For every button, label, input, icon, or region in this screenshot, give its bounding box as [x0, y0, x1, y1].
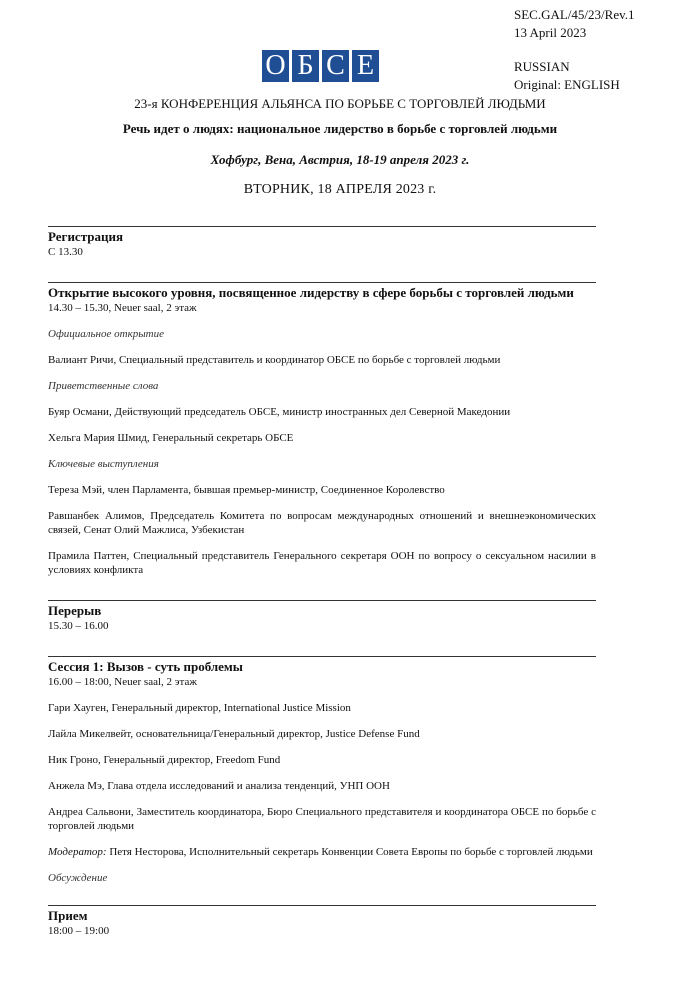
section-label: Официальное открытие	[48, 328, 165, 340]
speaker-entry: Хельга Мария Шмид, Генеральный секретарь ОБСЕ	[48, 432, 294, 444]
program-day: ВТОРНИК, 18 АПРЕЛЯ 2023 г.	[243, 182, 437, 197]
session-title: Открытие высокого уровня, посвященное лидерству в сфере борьбы с торговлей людьми	[48, 285, 574, 300]
session-registration	[48, 226, 596, 259]
moderator-label: Модератор:	[48, 846, 107, 858]
session-1	[48, 656, 596, 885]
program-schedule	[48, 226, 596, 938]
document-reference	[514, 6, 635, 94]
session-title: Перерыв	[48, 603, 102, 618]
speaker-entry: Андреа Сальвони, Заместитель координатора, Бюро Специального представителя и координатора ОБСЕ по борьбе с торговлей людьми	[48, 806, 596, 832]
logo-letter: О	[262, 50, 289, 82]
logo-letter: Б	[292, 50, 319, 82]
speaker-entry: Ник Гроно, Генеральный директор, Freedom Fund	[48, 754, 281, 766]
session-opening	[48, 282, 596, 577]
section-label: Обсуждение	[48, 872, 108, 884]
speaker-entry: Гари Хауген, Генеральный директор, International Justice Mission	[48, 702, 351, 714]
speaker-entry: Прамила Паттен, Специальный представитель Генерального секретаря ООН по вопросу о сексуальном насилии в условиях конфликта	[48, 550, 596, 576]
speaker-entry: Анжела Мэ, Глава отдела исследований и анализа тенденций, УНП ООН	[48, 780, 390, 792]
conference-subtitle: Речь идет о людях: национальное лидерство в борьбе с торговлей людьми	[122, 121, 558, 136]
speaker-entry: Валиант Ричи, Специальный представитель и координатор ОБСЕ по борьбе с торговлей людьми	[48, 354, 501, 366]
speaker-entry: Лайла Микелвейт, основательница/Генеральный директор, Justice Defense Fund	[48, 728, 420, 740]
session-title: Сессия 1: Вызов - суть проблемы	[48, 659, 243, 674]
speaker-entry: Тереза Мэй, член Парламента, бывшая премьер-министр, Соединенное Королевство	[48, 484, 445, 496]
moderator-name: Петя Несторова, Исполнительный секретарь Конвенции Совета Европы по борьбе с торговлей людьми	[109, 846, 593, 858]
moderator-entry	[48, 845, 596, 859]
session-reception	[48, 905, 596, 938]
session-title: Прием	[48, 908, 88, 923]
doc-original-language: Original: ENGLISH	[514, 77, 620, 92]
osce-logo	[262, 50, 379, 82]
conference-title: 23-я КОНФЕРЕНЦИЯ АЛЬЯНСА ПО БОРЬБЕ С ТОРГОВЛЕЙ ЛЮДЬМИ	[134, 96, 546, 111]
session-time: 16.00 – 18:00, Neuer saal, 2 этаж	[48, 676, 197, 688]
doc-date: 13 April 2023	[514, 25, 587, 40]
session-time: 18:00 – 19:00	[48, 925, 110, 937]
conference-place: Хофбург, Вена, Австрия, 18-19 апреля 2023 г.	[210, 152, 470, 167]
doc-language: RUSSIAN	[514, 59, 570, 74]
speaker-entry: Равшанбек Алимов, Председатель Комитета по вопросам международных отношений и внешнеэкономических связей, Сенат Олий Мажлиса, Узбекистан	[48, 510, 596, 536]
session-time: 15.30 – 16.00	[48, 620, 109, 632]
session-time: 14.30 – 15.30, Neuer saal, 2 этаж	[48, 302, 197, 314]
section-label: Ключевые выступления	[48, 458, 159, 470]
section-label: Приветственные слова	[48, 380, 159, 392]
session-title: Регистрация	[48, 229, 123, 244]
logo-letter: С	[322, 50, 349, 82]
session-time: С 13.30	[48, 246, 83, 258]
session-break	[48, 600, 596, 633]
doc-ref-number: SEC.GAL/45/23/Rev.1	[514, 7, 635, 22]
logo-letter: Е	[352, 50, 379, 82]
speaker-entry: Буяр Османи, Действующий председатель ОБСЕ, министр иностранных дел Северной Македонии	[48, 406, 511, 418]
